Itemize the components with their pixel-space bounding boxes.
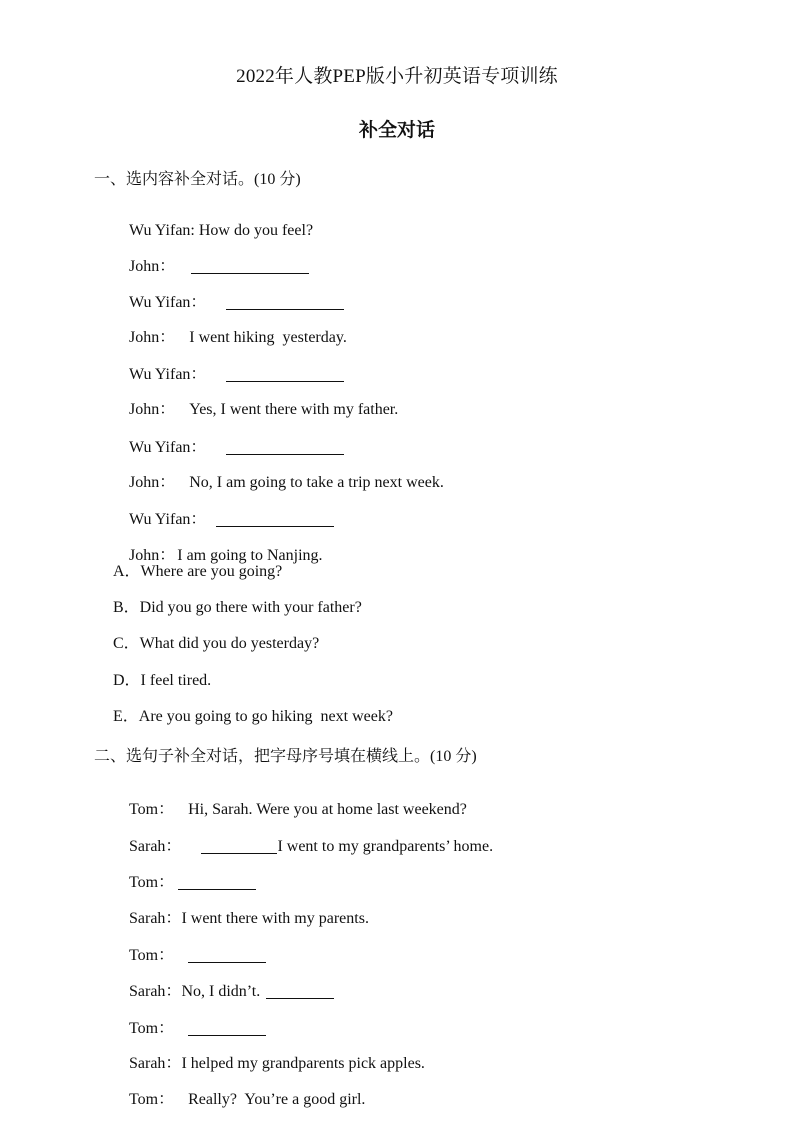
answer-blank[interactable] xyxy=(216,512,334,527)
dialogue-line xyxy=(113,1070,366,1108)
option-e: E．Are you going to go hiking next week? xyxy=(113,708,393,725)
answer-blank[interactable] xyxy=(266,984,334,999)
option-b: B．Did you go there with your father? xyxy=(113,599,362,616)
dialogue-line xyxy=(113,816,494,855)
dialogue-text: No, I am going to take a trip next week. xyxy=(189,474,444,491)
dialogue-line xyxy=(113,780,467,818)
speaker-label: John： xyxy=(129,329,176,346)
dialogue-line xyxy=(113,852,256,891)
dialogue-text: I went hiking yesterday. xyxy=(189,329,347,346)
dialogue-text: How do you feel? xyxy=(198,222,314,239)
dialogue-line xyxy=(113,308,347,346)
dialogue-line xyxy=(113,272,344,311)
section-2-heading: 二、选句子补全对话，把字母序号填在横线上。(10 分) xyxy=(94,748,477,765)
speaker-label: Tom： xyxy=(129,1091,175,1108)
speaker-label: Wu Yifan： xyxy=(129,294,207,311)
dialogue-line xyxy=(113,417,344,456)
dialogue-line xyxy=(113,236,309,275)
dialogue-line xyxy=(113,489,334,528)
speaker-label: Sarah： xyxy=(129,983,182,1000)
dialogue-line xyxy=(113,380,399,418)
dialogue-text: Really? You’re a good girl. xyxy=(188,1091,366,1108)
dialogue-line xyxy=(113,1034,425,1072)
speaker-label: Wu Yifan： xyxy=(129,439,207,456)
dialogue-line xyxy=(113,961,334,1000)
option-d: D．I feel tired. xyxy=(113,672,212,689)
speaker-label: Tom： xyxy=(129,1020,175,1037)
speaker-label: Tom： xyxy=(129,801,175,818)
answer-blank[interactable] xyxy=(178,875,256,890)
page-subtitle: 补全对话 xyxy=(358,119,435,141)
dialogue-line xyxy=(113,998,266,1037)
speaker-label: John： xyxy=(129,474,176,491)
dialogue-line xyxy=(113,344,344,383)
dialogue-line xyxy=(113,526,323,564)
section-1-heading: 一、选内容补全对话。(10 分) xyxy=(94,171,301,188)
dialogue-text: No, I didn’t. xyxy=(181,983,261,1000)
speaker-label: Wu Yifan： xyxy=(129,511,207,528)
page-title: 2022年人教PEP版小升初英语专项训练 xyxy=(236,66,558,87)
speaker-label: John： xyxy=(129,547,176,564)
dialogue-text: Yes, I went there with my father. xyxy=(189,401,399,418)
dialogue-text: I helped my grandparents pick apples. xyxy=(181,1055,425,1072)
speaker-label: Wu Yifan： xyxy=(129,366,207,383)
speaker-label: Sarah： xyxy=(129,1055,182,1072)
speaker-label: Sarah： xyxy=(129,910,182,927)
option-a: A．Where are you going? xyxy=(113,563,283,580)
dialogue-line xyxy=(113,889,369,927)
dialogue-line xyxy=(113,925,266,964)
speaker-label: Tom： xyxy=(129,947,175,964)
speaker-label: John： xyxy=(129,258,176,275)
dialogue-line xyxy=(113,201,314,239)
dialogue-text: Hi, Sarah. Were you at home last weekend? xyxy=(188,801,467,818)
speaker-label: Wu Yifan: xyxy=(129,222,199,239)
speaker-label: Sarah： xyxy=(129,838,182,855)
dialogue-text: I went to my grandparents’ home. xyxy=(277,838,494,855)
dialogue-line xyxy=(113,453,444,491)
dialogue-text: I am going to Nanjing. xyxy=(177,547,323,564)
speaker-label: John： xyxy=(129,401,176,418)
dialogue-text: I went there with my parents. xyxy=(181,910,369,927)
speaker-label: Tom： xyxy=(129,874,175,891)
option-c: C．What did you do yesterday? xyxy=(113,635,320,652)
